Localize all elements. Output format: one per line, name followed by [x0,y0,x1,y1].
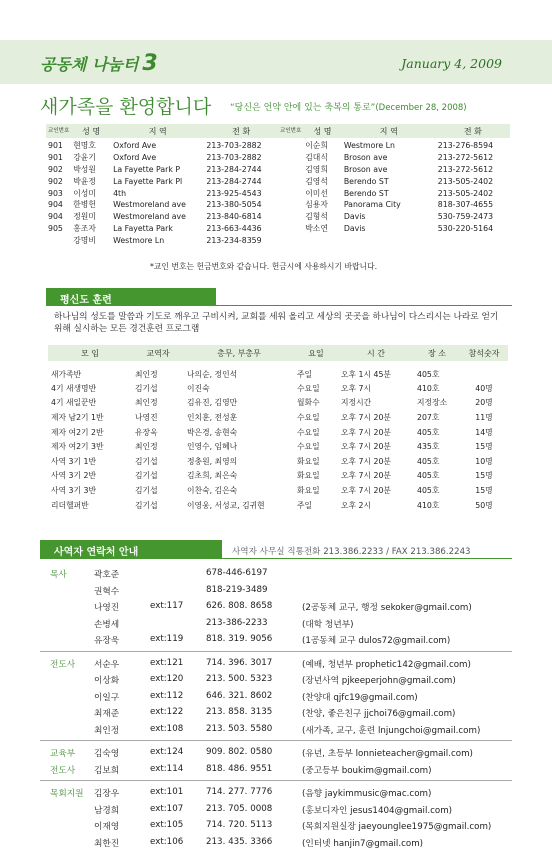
table-cell: 홍조자 [73,223,96,233]
welcome-verse [230,100,467,113]
table-cell: 나영진 [135,412,158,422]
contact-description: (찬양대 qjfc19@gmail.com) [302,692,418,703]
table-row [48,498,508,513]
table-row [278,187,510,199]
table-cell: Westmoreland ave [113,200,186,210]
training-heading-bar [46,288,216,306]
table-cell: 20명 [475,398,493,408]
contact-extension: ext:117 [150,601,184,611]
table-row [46,164,278,176]
contact-extension: ext:119 [150,634,184,644]
contact-name: 김숙영 [94,749,120,759]
contact-description: (홍보디자인 jesus1404@gmail.com) [302,805,453,816]
table-cell: 405호 [417,369,440,379]
table-cell: 사역 3기 1반 [51,456,97,466]
table-cell: 213-272-5612 [437,164,494,174]
table-cell: 903 [48,188,63,198]
table-cell: 최인정 [135,442,158,452]
contact-role: 목사 [50,570,67,580]
contact-group [40,562,512,652]
contact-extension: ext:120 [150,674,184,684]
table-cell: 10명 [475,456,493,466]
training-divider [216,305,512,306]
contact-phone: 213. 435. 3366 [206,836,273,847]
contact-extension: ext:108 [150,723,184,734]
table-cell: 213-703-2882 [206,141,262,151]
table-cell: Oxford Ave [113,153,157,163]
table-cell: 15명 [475,471,493,481]
table-cell: 435호 [417,442,440,452]
column-header: 교인번호 [46,124,71,138]
table-cell: 이영웅, 서성교, 김귀현 [187,500,265,510]
contact-name: 김장우 [94,789,120,799]
table-cell: La Fayetta Park [113,223,173,233]
table-cell: 213-505-2402 [437,188,494,198]
table-cell: 오후 2시 [341,500,372,510]
contact-name: 최한진 [94,838,120,848]
table-cell: 박성원 [73,164,96,174]
contact-description: (인터넷 hanjin7@gmail.com) [302,838,424,848]
column-header: 전 화 [436,124,510,138]
contact-name: 이일구 [94,692,120,703]
table-cell: 이성미 [73,188,96,198]
contact-name: 남경희 [94,805,120,816]
contact-row [40,834,512,848]
column-header: 요일 [294,345,338,361]
contact-phone: 626. 808. 8658 [206,601,273,611]
table-cell: 410호 [417,383,440,393]
table-cell: 박소연 [305,223,328,233]
contact-group [40,781,512,848]
contacts-divider [40,558,512,559]
table-cell: 오후 7시 20분 [341,442,391,452]
training-heading: 평신도 훈련 [60,295,112,306]
contact-name: 나영진 [94,603,120,613]
table-cell: 213-505-2402 [437,176,494,186]
table-cell: 월화수 [297,398,320,408]
contact-extension: ext:112 [150,690,184,701]
table-row [46,234,278,246]
contact-phone: 213. 858. 3135 [206,707,273,717]
table-cell: 901 [48,153,63,163]
column-header: 총무, 부총무 [184,345,294,361]
table-cell: 지정시간 [341,398,372,408]
table-row [48,361,508,381]
contact-row [40,784,512,801]
table-cell: 530-759-2473 [437,212,494,222]
table-cell: 904 [48,212,63,222]
table-row [48,381,508,396]
table-cell: 오후 7시 20분 [341,471,391,481]
table-cell: 김초희, 최은숙 [187,471,238,481]
contact-description: (유년, 초등부 lonnieteacher@gmail.com) [302,749,473,759]
table-cell: 박윤정 [73,176,96,186]
new-family-table-left [46,124,278,246]
offering-number-note: *교인 번호는 헌금번호와 같습니다. 헌금시에 사용하시기 바랍니다. [150,262,378,271]
contact-row [40,688,512,705]
contact-name: 곽호준 [94,570,120,580]
table-cell: 902 [48,164,63,174]
table-cell: 김기섭 [135,500,158,510]
contact-description: (장년사역 pjkeeperjohn@gmail.com) [302,676,456,686]
contact-role: 목회지원 [50,789,84,799]
column-header: 지 역 [111,124,204,138]
table-cell: 강명비 [73,235,96,245]
contact-name: 최재준 [94,709,120,719]
table-cell: 이찬숙, 김은숙 [187,485,238,495]
column-header: 성 명 [71,124,111,138]
table-cell: 15명 [475,442,493,452]
table-row [46,187,278,199]
contact-extension: ext:107 [150,803,184,814]
table-row [48,425,508,440]
section-title [40,51,158,76]
table-row [278,223,510,235]
table-cell: 410호 [417,500,440,510]
table-cell: 905 [48,223,63,233]
contact-row [40,704,512,721]
contact-phone: 678-446-6197 [206,568,268,578]
table-cell: Oxford Ave [113,141,157,151]
column-header: 장 소 [414,345,460,361]
table-cell: 405호 [417,485,440,495]
contact-extension: ext:101 [150,787,184,797]
table-row [48,454,508,469]
contact-role: 전도사 [50,659,76,670]
table-cell: 김영희 [305,164,328,174]
table-cell: 정충원, 최영의 [187,456,238,466]
table-cell: Westmoreland ave [113,212,186,222]
contact-extension: ext:124 [150,747,184,757]
office-contact-info: 사역자 사무실 직통전화 213.386.2233 / FAX 213.386.2243 [232,547,471,557]
contact-row [40,817,512,834]
contact-description: (예배, 청년부 prophetic142@gmail.com) [302,659,471,670]
table-cell: 박은경, 송현숙 [187,427,238,437]
table-cell: 40명 [475,383,493,393]
table-row [278,199,510,211]
table-cell: 213-840-6814 [206,212,262,222]
table-header-row [46,124,278,138]
table-cell: 213-703-2882 [206,153,262,163]
table-row [46,211,278,223]
table-cell: 리더헬퍼반 [51,500,89,510]
table-cell: 나의순, 정인석 [187,369,238,379]
table-cell: 김기섭 [135,471,158,481]
contact-phone: 213. 705. 0008 [206,803,273,814]
table-cell: 405호 [417,427,440,437]
contact-role: 전도사 [50,765,76,776]
table-cell [278,199,303,211]
table-cell: 수요일 [297,412,320,422]
table-cell: 901 [48,141,63,151]
table-cell: 화요일 [297,456,320,466]
table-cell [46,234,71,246]
table-cell: 제자 남2기 1반 [51,412,104,422]
table-cell: 207호 [417,412,440,422]
table-row [278,138,510,152]
contact-description: (중고등부 boukim@gmail.com) [302,765,432,776]
contact-phone: 213-386-2233 [206,617,268,628]
contact-phone: 714. 396. 3017 [206,657,273,668]
table-row [278,164,510,176]
table-cell: Berendo ST [343,188,389,198]
contact-row [40,582,512,599]
contact-row [40,801,512,818]
contact-row [40,761,512,778]
contacts-heading: 사역자 연락처 안내 [54,547,139,558]
table-cell: 213-234-8359 [206,235,262,245]
column-header: 전 화 [204,124,278,138]
table-cell: 14명 [475,427,493,437]
table-cell: 오후 7시 20분 [341,412,391,422]
bulletin-date: January 4, 2009 [401,56,502,71]
table-row [48,483,508,498]
column-header: 성 명 [303,124,342,138]
table-row [278,152,510,164]
contact-name: 이상화 [94,676,120,686]
contact-row [40,744,512,761]
table-cell: 최인정 [135,369,158,379]
contact-name: 이재영 [94,822,120,832]
table-row [46,138,278,152]
table-cell: 정원미 [73,212,96,222]
contact-row [40,565,512,582]
contact-description: (찬양, 좋은친구 jjchoi76@gmail.com) [302,709,456,719]
table-cell: 405호 [417,471,440,481]
table-cell [460,361,508,381]
table-cell: 한병헌 [73,200,96,210]
contact-extension: ext:106 [150,836,184,847]
table-cell: 이미선 [305,188,328,198]
section-title-text: 공동체 나눔터 [40,55,139,74]
table-cell: 심용자 [305,200,328,210]
table-row [48,439,508,454]
table-cell: Broson ave [343,153,388,163]
table-cell: 213-925-4543 [206,188,262,198]
table-header-row [278,124,510,138]
table-cell: 수요일 [297,442,320,452]
table-cell: 제자 여2기 3반 [51,442,104,452]
table-cell: 213-380-5054 [206,200,262,210]
table-row [48,410,508,425]
staff-contact-list [40,562,512,848]
table-cell: 화요일 [297,485,320,495]
contact-description: (2공동체 교구, 행정 sekoker@gmail.com) [302,603,472,613]
contact-description: (대학 청년부) [302,619,354,630]
welcome-title: 새가족을 환영합니다 [40,96,212,118]
table-cell: 오후 7시 20분 [341,456,391,466]
table-cell: 이진숙 [187,383,210,393]
table-cell: 김기섭 [135,485,158,495]
table-cell: Westmore Ln [113,235,165,245]
training-description: 하나님의 성도를 말씀과 기도로 깨우고 구비시켜, 교회를 세워 올리고 세상의 곳곳을 하나님이 다스리시는 나라로 얻기 위해 실시하는 모든 경건훈련 프로그램 [54,312,499,334]
table-cell: 제자 여2기 2반 [51,427,104,437]
table-cell: Berendo ST [343,176,389,186]
table-cell: La Fayette Park P [113,164,181,174]
table-cell: 사역 3기 2반 [51,471,97,481]
table-cell: 902 [48,176,63,186]
table-cell: 유장욱 [135,427,158,437]
table-header-row [48,345,508,361]
contact-name: 권혁수 [94,586,120,597]
table-cell: Westmore Ln [343,141,395,151]
table-cell: 오후 1시 45분 [341,369,391,379]
contact-name: 손병세 [94,619,120,630]
contact-name: 김보희 [94,765,120,776]
table-cell: 213-276-8594 [437,141,494,151]
column-header: 참석숫자 [460,345,508,361]
contact-group [40,652,512,742]
table-cell: 지정장소 [417,398,448,408]
contact-phone: 818. 319. 9056 [206,634,273,644]
table-cell: 이순희 [305,141,328,151]
table-cell: 213-272-5612 [437,153,494,163]
verse-text: “당신은 언약 안에 있는 축복의 통로” [230,103,376,113]
contact-role: 교육부 [50,749,76,759]
contact-phone: 818-219-3489 [206,584,268,595]
table-cell [278,187,303,199]
contact-extension: ext:122 [150,707,184,717]
table-cell: 4th [113,188,127,198]
table-cell: 김대식 [305,153,328,163]
table-cell [278,138,303,152]
column-header: 시 간 [338,345,414,361]
table-row [46,223,278,235]
table-cell: 주일 [297,369,313,379]
table-cell [278,175,303,187]
contact-phone: 714. 720. 5113 [206,820,273,830]
table-cell: 50명 [475,500,493,510]
contact-name: 최인정 [94,725,120,736]
table-row [48,469,508,484]
column-header: 교인번호 [278,124,303,138]
table-cell: 15명 [475,485,493,495]
contact-row [40,671,512,688]
table-cell: 405호 [417,456,440,466]
table-row [278,175,510,187]
table-cell: 530-220-5164 [437,223,494,233]
new-family-table-right [278,124,510,234]
new-family-tables [46,124,510,246]
table-cell: 오후 7시 20분 [341,427,391,437]
table-cell: 11명 [475,412,493,422]
page-number: 3 [142,51,158,76]
contact-extension: ext:105 [150,820,184,830]
table-cell: 김기섭 [135,456,158,466]
table-cell: 사역 3기 3반 [51,485,97,495]
contacts-heading-bar [40,540,222,558]
table-cell: 현명호 [73,141,96,151]
table-cell: 인치훈, 전성훈 [187,412,238,422]
table-cell [278,223,303,235]
contact-row [40,598,512,615]
contact-phone: 213. 500. 5323 [206,674,273,684]
table-row [46,175,278,187]
table-row [278,211,510,223]
table-cell: 김기섭 [135,383,158,393]
table-cell: 213-284-2744 [206,176,262,186]
contact-description: (새가족, 교구, 훈련 lnjungchoi@gmail.com) [302,725,481,736]
table-cell [278,152,303,164]
contact-phone: 909. 802. 0580 [206,747,273,757]
contact-description: (음향 jaykimmusic@mac.com) [302,789,432,799]
table-cell: 818-307-4655 [437,200,494,210]
training-table [48,345,508,512]
contact-description: (목회지원실장 jaeyounglee1975@gmail.com) [302,822,492,832]
table-cell: Broson ave [343,164,388,174]
contact-row [40,631,512,648]
table-cell: Panorama City [343,200,401,210]
table-cell [278,164,303,176]
table-cell: 4기 새일꾼반 [51,398,97,408]
table-cell: La Fayette Park Pl [113,176,183,186]
column-header: 교역자 [132,345,184,361]
verse-date: (December 28, 2008) [375,103,467,113]
table-cell: 강윤기 [73,153,96,163]
table-cell: Davis [343,223,366,233]
table-cell: 주일 [297,500,313,510]
column-header: 모 임 [48,345,132,361]
contact-name: 서순우 [94,659,120,670]
contact-phone: 714. 277. 7776 [206,787,273,797]
table-row [46,152,278,164]
table-cell: 김유진, 김영만 [187,398,238,408]
contact-row [40,721,512,738]
table-cell: 새가족반 [51,369,82,379]
contact-extension: ext:114 [150,763,184,774]
contact-phone: 646. 321. 8602 [206,690,273,701]
table-cell: 인영수, 임혜나 [187,442,238,452]
contact-row [40,655,512,672]
table-cell: 김영석 [305,176,328,186]
table-cell: 최인정 [135,398,158,408]
table-cell: Davis [343,212,366,222]
table-cell: 오후 7시 [341,383,372,393]
table-cell: 김형석 [305,212,328,222]
table-cell: 화요일 [297,471,320,481]
contact-extension: ext:121 [150,657,184,668]
table-row [48,396,508,411]
contact-name: 유장욱 [94,636,120,646]
table-cell: 4기 새생명반 [51,383,97,393]
table-cell: 213-663-4436 [206,223,262,233]
table-cell [278,211,303,223]
table-cell: 213-284-2744 [206,164,262,174]
table-cell: 수요일 [297,383,320,393]
contact-row [40,615,512,632]
contact-phone: 213. 503. 5580 [206,723,273,734]
table-row [46,199,278,211]
table-cell: 904 [48,200,63,210]
table-cell: 수요일 [297,427,320,437]
column-header: 지 역 [342,124,436,138]
contact-phone: 818. 486. 9551 [206,763,273,774]
contact-group [40,741,512,781]
contact-description: (1공동체 교구 dulos72@gmail.com) [302,636,451,646]
table-cell: 오후 7시 20분 [341,485,391,495]
